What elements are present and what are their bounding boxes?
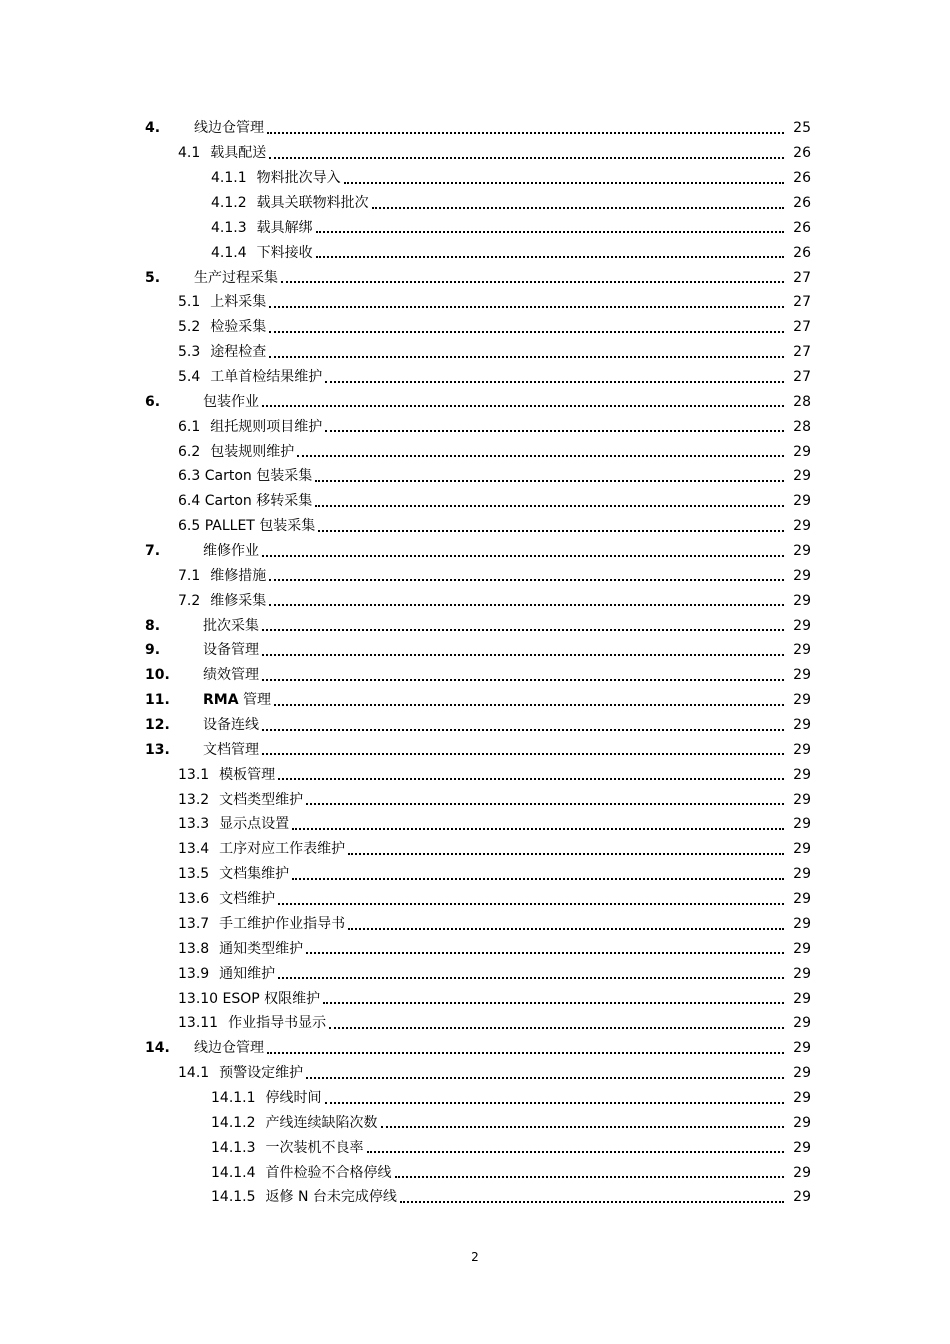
toc-entry-page: 29: [787, 1164, 811, 1182]
toc-entry[interactable]: [0, 887, 950, 912]
toc-entry-title: 6.5 PALLET 包装采集: [178, 518, 316, 535]
toc-dot-leader: [269, 306, 784, 308]
toc-entry-number: 14.1.5: [211, 1189, 256, 1206]
toc-entry-number: 4.: [145, 120, 161, 137]
toc-entry-number: 13.6: [178, 891, 210, 908]
toc-entry-number: 14.1.1: [211, 1089, 256, 1106]
toc-entry[interactable]: [0, 563, 950, 588]
toc-entry-number: 5.: [145, 269, 161, 286]
toc-dot-leader: [400, 1201, 784, 1203]
toc-entry-page: 29: [787, 716, 811, 734]
toc-entry-page: 29: [787, 915, 811, 933]
toc-entry-title: 维修措施: [210, 567, 267, 584]
toc-entry[interactable]: [0, 489, 950, 514]
toc-entry-title: 上料采集: [210, 294, 267, 311]
toc-entry[interactable]: [0, 762, 950, 787]
toc-entry-title: 组托规则项目维护: [210, 418, 323, 435]
toc-entry-number: 13.2: [178, 791, 210, 808]
toc-entry[interactable]: [0, 439, 950, 464]
toc-entry-title: 批次采集: [203, 617, 259, 634]
toc-entry-number: 14.1.3: [211, 1139, 256, 1156]
toc-dot-leader: [269, 356, 784, 358]
toc-entry-title: 13.10 ESOP 权限维护: [178, 990, 321, 1007]
toc-entry-page: 29: [787, 890, 811, 908]
toc-entry-title: 设备连线: [203, 717, 259, 734]
toc-dot-leader: [315, 505, 784, 507]
toc-entry[interactable]: [0, 389, 950, 414]
toc-entry-number: 14.1.4: [211, 1164, 256, 1181]
toc-entry-page: 29: [787, 641, 811, 659]
toc-entry-title: 绩效管理: [203, 667, 259, 684]
toc-entry-number: 4.1.1: [211, 170, 247, 187]
toc-entry-page: 29: [787, 691, 811, 709]
toc-entry[interactable]: [0, 912, 950, 937]
toc-entry-page: 25: [787, 119, 811, 137]
toc-entry[interactable]: [0, 713, 950, 738]
toc-entry-page: 26: [787, 219, 811, 237]
toc-entry-page: 26: [787, 169, 811, 187]
toc-entry-page: 29: [787, 1089, 811, 1107]
toc-dot-leader: [372, 207, 784, 209]
toc-entry-number: 4.1.3: [211, 219, 247, 236]
toc-entry-page: 29: [787, 1039, 811, 1057]
toc-dot-leader: [306, 1077, 784, 1079]
toc-dot-leader: [269, 157, 784, 159]
toc-dot-leader: [278, 977, 784, 979]
toc-entry[interactable]: [0, 1061, 950, 1086]
toc-dot-leader: [262, 753, 784, 755]
toc-entry-number: 6.: [145, 393, 161, 410]
toc-entry[interactable]: [0, 464, 950, 489]
toc-dot-leader: [316, 231, 784, 233]
toc-entry[interactable]: [0, 265, 950, 290]
toc-entry[interactable]: [0, 166, 950, 191]
toc-entry-page: 27: [787, 343, 811, 361]
toc-entry[interactable]: [0, 663, 950, 688]
toc-entry[interactable]: [0, 688, 950, 713]
toc-entry-page: 26: [787, 194, 811, 212]
toc-dot-leader: [325, 381, 784, 383]
toc-entry[interactable]: [0, 191, 950, 216]
toc-entry-page: 29: [787, 492, 811, 510]
toc-entry-page: 28: [787, 418, 811, 436]
toc-entry-title: 模板管理: [219, 766, 276, 783]
toc-entry-number: 14.1: [178, 1065, 210, 1082]
toc-entry[interactable]: [0, 290, 950, 315]
toc-entry[interactable]: [0, 539, 950, 564]
toc-entry-page: 26: [787, 244, 811, 262]
toc-entry-page: 29: [787, 865, 811, 883]
toc-entry[interactable]: [0, 1135, 950, 1160]
toc-entry-title: 返修 N 台未完成停线: [265, 1189, 397, 1206]
toc-entry-title: 线边仓管理: [194, 1040, 264, 1057]
toc-entry-title: 包装作业: [203, 393, 259, 410]
toc-dot-leader: [315, 480, 784, 482]
toc-entry-page: 29: [787, 1064, 811, 1082]
toc-dot-leader: [269, 604, 784, 606]
toc-entry-number: 13.11: [178, 1015, 219, 1032]
toc-dot-leader: [344, 182, 784, 184]
toc-entry-title: 下料接收: [256, 244, 313, 261]
toc-entry-title: 生产过程采集: [194, 269, 278, 286]
toc-dot-leader: [323, 1002, 784, 1004]
toc-entry-number: 5.4: [178, 369, 201, 386]
toc-dot-leader: [281, 281, 784, 283]
toc-entry-page: 29: [787, 766, 811, 784]
toc-entry-number: 6.2: [178, 443, 201, 460]
toc-dot-leader: [262, 405, 784, 407]
toc-entry-number: 8.: [145, 617, 161, 634]
toc-dot-leader: [278, 778, 784, 780]
toc-entry-page: 29: [787, 1014, 811, 1032]
toc-entry-title: 通知类型维护: [219, 940, 304, 957]
toc-entry-number: 7.1: [178, 567, 201, 584]
toc-entry-number: 13.7: [178, 915, 210, 932]
toc-entry-number: 6.1: [178, 418, 201, 435]
toc-entry-title: 工单首检结果维护: [210, 369, 323, 386]
toc-entry-title: 载具配送: [210, 145, 267, 162]
toc-entry-page: 29: [787, 542, 811, 560]
toc-entry-title: 途程检查: [210, 344, 267, 361]
toc-entry-title: 预警设定维护: [219, 1065, 304, 1082]
toc-entry-number: 13.3: [178, 816, 210, 833]
toc-entry[interactable]: [0, 414, 950, 439]
toc-dot-leader: [325, 1102, 784, 1104]
toc-entry[interactable]: [0, 141, 950, 166]
toc-entry-title: RMA 管理: [203, 692, 271, 709]
toc-entry[interactable]: [0, 1110, 950, 1135]
toc-entry-number: 12.: [145, 717, 170, 734]
toc-entry-title: 物料批次导入: [256, 170, 341, 187]
toc-entry[interactable]: [0, 961, 950, 986]
toc-entry-title: 维修作业: [203, 543, 259, 560]
toc-dot-leader: [348, 853, 784, 855]
toc-entry-number: 5.1: [178, 294, 201, 311]
toc-entry-number: 13.9: [178, 965, 210, 982]
toc-entry[interactable]: [0, 340, 950, 365]
toc-entry[interactable]: [0, 737, 950, 762]
toc-entry[interactable]: [0, 837, 950, 862]
toc-entry[interactable]: [0, 1160, 950, 1185]
toc-entry[interactable]: [0, 116, 950, 141]
toc-entry-page: 27: [787, 368, 811, 386]
toc-dot-leader: [381, 1126, 784, 1128]
toc-dot-leader: [267, 1052, 784, 1054]
toc-entry-page: 29: [787, 517, 811, 535]
toc-dot-leader: [297, 455, 784, 457]
toc-entry-number: 7.: [145, 543, 161, 560]
toc-dot-leader: [269, 331, 784, 333]
toc-entry-page: 29: [787, 965, 811, 983]
toc-entry-number: 13.5: [178, 866, 210, 883]
toc-entry-number: 14.1.2: [211, 1114, 256, 1131]
toc-entry[interactable]: [0, 638, 950, 663]
toc-entry-page: 29: [787, 592, 811, 610]
toc-dot-leader: [316, 256, 784, 258]
toc-entry-page: 29: [787, 990, 811, 1008]
toc-entry-title: 文档集维护: [219, 866, 290, 883]
toc-entry[interactable]: [0, 365, 950, 390]
toc-entry[interactable]: [0, 1011, 950, 1036]
toc-entry-title: 显示点设置: [219, 816, 290, 833]
toc-entry-number: 5.3: [178, 344, 201, 361]
toc-dot-leader: [267, 132, 784, 134]
toc-entry[interactable]: [0, 1086, 950, 1111]
toc-entry-title: 6.4 Carton 移转采集: [178, 493, 313, 510]
toc-entry[interactable]: [0, 315, 950, 340]
toc-entry-title: 6.3 Carton 包装采集: [178, 468, 313, 485]
toc-entry-number: 13.8: [178, 940, 210, 957]
toc-entry-page: 29: [787, 567, 811, 585]
toc-entry-page: 29: [787, 741, 811, 759]
toc-entry[interactable]: [0, 936, 950, 961]
toc-entry-number: 13.1: [178, 766, 210, 783]
toc-entry-number: 4.1: [178, 145, 201, 162]
toc-dot-leader: [262, 654, 784, 656]
toc-entry-title: 文档类型维护: [219, 791, 304, 808]
toc-entry-title: 手工维护作业指导书: [219, 915, 346, 932]
toc-entry-title: 通知维护: [219, 965, 276, 982]
toc-entry-title: 载具关联物料批次: [256, 195, 369, 211]
toc-dot-leader: [292, 828, 784, 830]
toc-dot-leader: [306, 952, 784, 954]
toc-entry-number: 5.2: [178, 319, 201, 336]
toc-entry-page: 29: [787, 617, 811, 635]
toc-entry-title: 文档管理: [203, 741, 259, 758]
toc-entry-number: 14.: [145, 1040, 170, 1057]
toc-dot-leader: [269, 579, 784, 581]
toc-entry-page: 27: [787, 318, 811, 336]
toc-entry-title: 载具解绑: [256, 219, 313, 236]
toc-entry-page: 27: [787, 269, 811, 287]
toc-entry-number: 13.4: [178, 841, 210, 858]
toc-entry-page: 29: [787, 467, 811, 485]
toc-entry-page: 28: [787, 393, 811, 411]
toc-entry-title: 文档维护: [219, 891, 276, 908]
toc-entry[interactable]: [0, 812, 950, 837]
toc-entry[interactable]: [0, 240, 950, 265]
toc-entry[interactable]: [0, 613, 950, 638]
toc-entry-title: 一次装机不良率: [265, 1139, 364, 1156]
toc-entry[interactable]: [0, 862, 950, 887]
toc-dot-leader: [318, 530, 784, 532]
page-number: 2: [471, 1250, 479, 1264]
toc-entry-number: 10.: [145, 667, 170, 684]
toc-entry[interactable]: [0, 1185, 950, 1210]
toc-entry-page: 29: [787, 940, 811, 958]
toc-entry-title: 首件检验不合格停线: [265, 1164, 392, 1181]
toc-dot-leader: [329, 1027, 784, 1029]
toc-entry-title: 停线时间: [265, 1089, 322, 1106]
toc-entry[interactable]: [0, 514, 950, 539]
toc-dot-leader: [262, 679, 784, 681]
toc-entry-number: 11.: [145, 692, 170, 709]
toc-entry-number: 13.: [145, 741, 170, 758]
toc-entry-page: 26: [787, 144, 811, 162]
toc-entry-title: 产线连续缺陷次数: [265, 1114, 378, 1131]
toc-dot-leader: [274, 704, 784, 706]
toc-entry[interactable]: [0, 215, 950, 240]
toc-entry-page: 29: [787, 1139, 811, 1157]
toc-entry-page: 27: [787, 293, 811, 311]
toc-dot-leader: [278, 903, 784, 905]
toc-entry-title: 设备管理: [203, 642, 259, 659]
toc-entry-page: 29: [787, 791, 811, 809]
table-of-contents: [0, 116, 950, 1210]
toc-entry-page: 29: [787, 1114, 811, 1132]
toc-entry[interactable]: [0, 787, 950, 812]
toc-dot-leader: [348, 928, 784, 930]
toc-entry-number: 7.2: [178, 592, 201, 609]
toc-entry[interactable]: [0, 1036, 950, 1061]
toc-entry-number: 4.1.4: [211, 244, 247, 261]
toc-dot-leader: [325, 430, 784, 432]
toc-entry-title: 工序对应工作表维护: [219, 841, 346, 858]
toc-entry[interactable]: [0, 588, 950, 613]
toc-entry[interactable]: [0, 986, 950, 1011]
toc-entry-page: 29: [787, 1188, 811, 1206]
toc-dot-leader: [292, 878, 784, 880]
toc-entry-title: 维修采集: [210, 592, 267, 609]
toc-dot-leader: [395, 1176, 784, 1178]
toc-entry-number: 9.: [145, 642, 161, 659]
toc-entry-page: 29: [787, 815, 811, 833]
toc-entry-number: 4.1.2: [211, 195, 247, 211]
toc-entry-page: 29: [787, 666, 811, 684]
toc-dot-leader: [262, 555, 784, 557]
toc-dot-leader: [262, 629, 784, 631]
toc-entry-page: 29: [787, 443, 811, 461]
toc-entry-title: 检验采集: [210, 319, 267, 336]
toc-entry-title: 作业指导书显示: [228, 1015, 327, 1032]
toc-entry-title: 线边仓管理: [194, 120, 264, 137]
toc-dot-leader: [262, 729, 784, 731]
toc-dot-leader: [367, 1151, 784, 1153]
toc-entry-page: 29: [787, 840, 811, 858]
toc-dot-leader: [306, 803, 784, 805]
toc-entry-title: 包装规则维护: [210, 443, 295, 460]
